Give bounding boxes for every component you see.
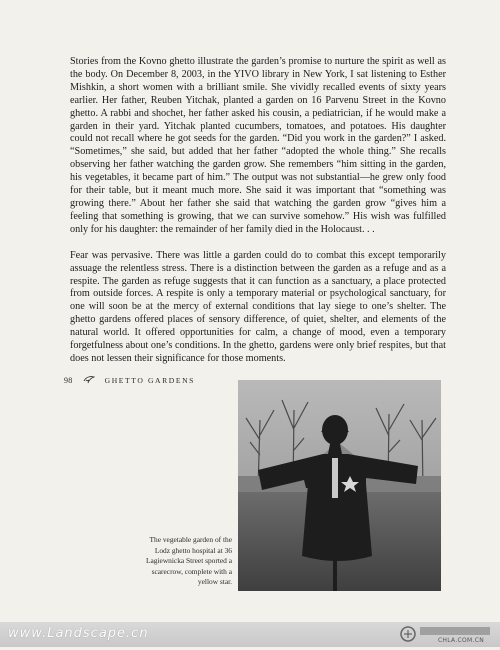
leaf-ornament-icon	[83, 375, 95, 385]
paragraph-fear: Fear was pervasive. There was little a garden could do to combat this except temporarily assuage the relentless stress. There is a distinction between the garden as a refuge and as a respite. The garden as refuge suggests that it can function as a sanctuary, a place protected from outside forces. A respite is only a temporary material or psychological sanctuary, for one will soon be at the mercy of external conditions that lay siege to one’s shelter. The ghetto gardens offered places of sensory difference, of quiet, shelter, and elements of the natural world. It offered opportunities for calm, a change of mood, even a temporary forgetfulness about one’s conditions. In the ghetto, gardens were only brief respites, but that does not lessen their significance for those moments.	[70, 249, 446, 364]
watermark-url: CHLA.COM.CN	[437, 637, 484, 644]
photo-caption: The vegetable garden of the Lodz ghetto hospital at 36 Lagiewnicka Street sported a scarecrow, complete with a yellow star.	[146, 535, 232, 587]
scarecrow-photograph	[238, 380, 441, 591]
body-text	[70, 56, 446, 379]
watermark-logo	[398, 624, 494, 645]
running-head: GHETTO GARDENS	[104, 375, 196, 385]
paragraph-kovno: Stories from the Kovno ghetto illustrate the garden’s promise to nurture the spirit as well as the body. On December 8, 2003, in the YIVO library in New York, I sat listening to Esther Mishkin, a short women with a brilliant smile. She vividly recalled events of sixty years earlier. Her father, Reuben Yitchak, planted a garden on 16 Parvenu Street in the Kovno ghetto. A rabbi and shochet, her father asked his cousin, a pediatrician, if he would make a garden in their yard. Yitchak planted cucumbers, tomatoes, and potatoes. His daughter could not recall where he got seeds for the garden. “Did you work in the garden?” I asked. “Sometimes,” she said, but added that her father “adopted the whole thing.” She recalls observing her father watching the garden grow. She remembers “him sitting in the garden, his vegetables, it became part of him.” The output was not substantial—he grew only food for their table, but it meant much more. She said it was important that “something was growing there.” About her father she said that watching the garden grow “gives him a feeling that something is growing, that we can survive somehow.” His wish was fulfilled only for his daughter: the remainder of her family died in the Holocaust. . .	[70, 56, 446, 235]
watermark-left: www.Landscape.cn	[8, 626, 149, 641]
watermark-bar	[0, 622, 500, 647]
page-number: 98	[64, 375, 73, 385]
